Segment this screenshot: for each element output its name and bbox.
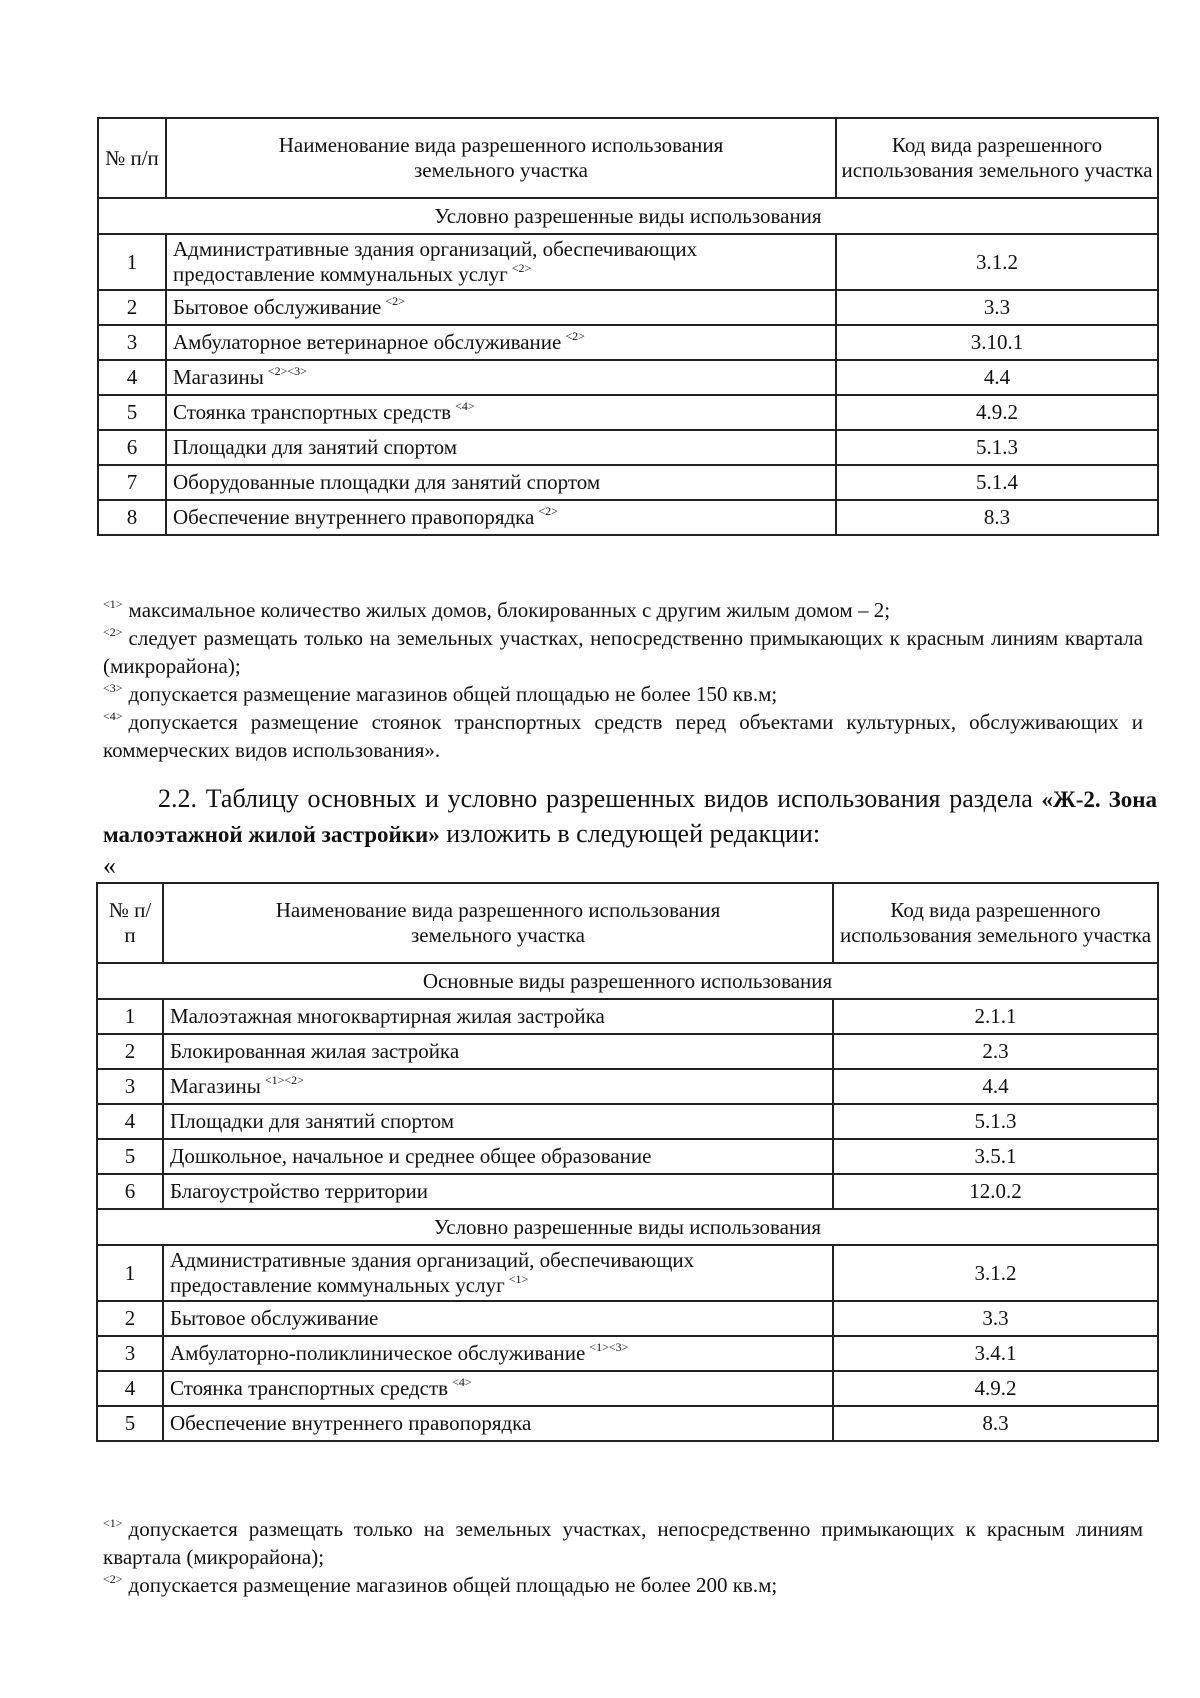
row-number: 2	[97, 1034, 163, 1069]
row-code: 2.1.1	[833, 999, 1158, 1034]
row-code: 8.3	[833, 1406, 1158, 1441]
row-number: 3	[97, 1336, 163, 1371]
row-code: 3.10.1	[836, 325, 1158, 360]
row-code: 3.5.1	[833, 1139, 1158, 1174]
footnote-mark: <1>	[103, 597, 123, 611]
paragraph-start: 2.2. Таблицу основных и условно разрешенных видов использования раздела	[158, 784, 1042, 813]
footnote-mark: <4>	[103, 709, 123, 723]
row-name: Обеспечение внутреннего правопорядка	[170, 1411, 532, 1435]
paragraph-end: изложить в следующей редакции:	[439, 819, 821, 848]
row-name: Бытовое обслуживание	[170, 1306, 379, 1330]
row-name: Обеспечение внутреннего правопорядка	[173, 505, 535, 529]
footnote-ref: <1><3>	[589, 1340, 629, 1354]
row-number: 4	[97, 1371, 163, 1406]
row-name-cell	[163, 1034, 833, 1069]
row-code: 3.3	[833, 1301, 1158, 1336]
footnote	[103, 624, 1143, 680]
footnote-ref: <2>	[565, 329, 585, 343]
header-name: Наименование вида разрешенного использования земельного участка	[166, 118, 836, 198]
table-row	[97, 1174, 1158, 1209]
row-name: Малоэтажная многоквартирная жилая застройка	[170, 1004, 605, 1028]
header-code: Код вида разрешенного использования земельного участка	[836, 118, 1158, 198]
footnote-text: максимальное количество жилых домов, блокированных с другим жилым домом – 2;	[128, 598, 891, 622]
row-name: Бытовое обслуживание	[173, 295, 382, 319]
section-title-main: Основные виды разрешенного использования	[97, 963, 1158, 999]
footnote-ref: <2><3>	[267, 364, 307, 378]
row-code: 2.3	[833, 1034, 1158, 1069]
table-row	[97, 1301, 1158, 1336]
row-name: Амбулаторное ветеринарное обслуживание	[173, 330, 562, 354]
table-row	[98, 500, 1158, 535]
row-number: 1	[97, 1245, 163, 1301]
table-row	[98, 360, 1158, 395]
table-2	[96, 882, 1159, 1442]
row-code: 3.3	[836, 290, 1158, 325]
row-name-cell	[166, 360, 836, 395]
row-name-cell	[163, 1245, 833, 1301]
table-row	[98, 290, 1158, 325]
table-row	[97, 1104, 1158, 1139]
row-code: 12.0.2	[833, 1174, 1158, 1209]
row-number: 1	[97, 999, 163, 1034]
footnote	[103, 680, 1143, 708]
row-name-cell	[163, 1336, 833, 1371]
row-name-cell	[166, 234, 836, 290]
table-row	[97, 1336, 1158, 1371]
section-title-conditional: Условно разрешенные виды использования	[97, 1209, 1158, 1245]
row-number: 5	[98, 395, 166, 430]
footnote-mark: <3>	[103, 681, 123, 695]
footnote-mark: <2>	[103, 1572, 123, 1586]
row-number: 4	[97, 1104, 163, 1139]
row-name: Блокированная жилая застройка	[170, 1039, 460, 1063]
table-row	[97, 1371, 1158, 1406]
row-name-cell	[166, 465, 836, 500]
row-name-cell	[163, 1406, 833, 1441]
footnote-text: допускается размещение магазинов общей площадью не более 200 кв.м;	[128, 1573, 778, 1597]
footnote-ref: <2>	[538, 504, 558, 518]
header-name: Наименование вида разрешенного использования земельного участка	[163, 883, 833, 963]
header-num: № п/п	[97, 883, 163, 963]
footnotes-1	[103, 596, 1143, 764]
footnote-mark: <1>	[103, 1516, 123, 1530]
row-number: 5	[97, 1406, 163, 1441]
row-number: 7	[98, 465, 166, 500]
section-row	[98, 198, 1158, 234]
row-name: Стоянка транспортных средств	[170, 1376, 449, 1400]
row-name: Магазины	[173, 365, 264, 389]
paragraph-section-name: «Ж-2. Зона малоэтажной жилой застройки»	[103, 787, 1157, 847]
row-code: 5.1.4	[836, 465, 1158, 500]
row-name-cell	[166, 500, 836, 535]
row-name: Административные здания организаций, обеспечивающих предоставление коммунальных услуг	[170, 1248, 695, 1297]
footnote	[103, 596, 1143, 624]
footnote-ref: <4>	[452, 1375, 472, 1389]
row-number: 5	[97, 1139, 163, 1174]
table-row	[97, 1139, 1158, 1174]
footnotes-2	[103, 1515, 1143, 1599]
footnote-ref: <4>	[455, 399, 475, 413]
footnote-mark: <2>	[103, 625, 123, 639]
footnote-ref: <2>	[511, 261, 532, 275]
row-code: 4.4	[833, 1069, 1158, 1104]
table-2-conditional-body	[97, 1245, 1158, 1441]
row-number: 8	[98, 500, 166, 535]
row-name-cell	[163, 1104, 833, 1139]
row-name: Стоянка транспортных средств	[173, 400, 452, 424]
section-row-conditional	[97, 1209, 1158, 1245]
row-name-cell	[163, 999, 833, 1034]
table-row	[97, 1069, 1158, 1104]
footnote	[103, 1515, 1143, 1571]
header-code: Код вида разрешенного использования земельного участка	[833, 883, 1158, 963]
footnote	[103, 708, 1143, 764]
table-header	[97, 883, 1158, 963]
row-name: Оборудованные площадки для занятий спортом	[173, 470, 601, 494]
row-code: 4.9.2	[836, 395, 1158, 430]
row-name-cell	[163, 1174, 833, 1209]
table-1-body	[98, 234, 1158, 535]
row-code: 4.4	[836, 360, 1158, 395]
row-name: Площадки для занятий спортом	[170, 1109, 455, 1133]
table-row	[98, 395, 1158, 430]
table-row	[97, 1406, 1158, 1441]
row-code: 8.3	[836, 500, 1158, 535]
row-name: Амбулаторно-поликлиническое обслуживание	[170, 1341, 586, 1365]
table-row	[98, 325, 1158, 360]
opening-quote: «	[103, 851, 116, 880]
row-number: 6	[97, 1174, 163, 1209]
row-name-cell	[166, 290, 836, 325]
section-row-main	[97, 963, 1158, 999]
table-row	[98, 234, 1158, 290]
row-name-cell	[163, 1139, 833, 1174]
row-name: Магазины	[170, 1074, 261, 1098]
row-name: Площадки для занятий спортом	[173, 435, 458, 459]
row-code: 3.1.2	[833, 1245, 1158, 1301]
row-name: Благоустройство территории	[170, 1179, 428, 1203]
row-name-cell	[163, 1069, 833, 1104]
footnote-text: допускается размещение стоянок транспортных средств перед объектами культурных, обслуживающих и коммерческих видов использования».	[103, 710, 1143, 762]
row-code: 5.1.3	[833, 1104, 1158, 1139]
footnote-text: допускается размещение магазинов общей площадью не более 150 кв.м;	[128, 682, 778, 706]
row-name-cell	[166, 395, 836, 430]
row-name-cell	[166, 430, 836, 465]
row-number: 6	[98, 430, 166, 465]
row-number: 3	[98, 325, 166, 360]
row-name-cell	[163, 1371, 833, 1406]
row-number: 1	[98, 234, 166, 290]
footnote	[103, 1571, 1143, 1599]
table-header	[98, 118, 1158, 198]
section-title: Условно разрешенные виды использования	[98, 198, 1158, 234]
footnote-ref: <1><2>	[264, 1073, 304, 1087]
row-name-cell	[166, 325, 836, 360]
footnote-ref: <2>	[385, 294, 405, 308]
row-number: 4	[98, 360, 166, 395]
row-number: 2	[98, 290, 166, 325]
row-code: 3.1.2	[836, 234, 1158, 290]
footnote-text: допускается размещать только на земельных участках, непосредственно примыкающих к красным линиям квартала (микрорайона);	[103, 1517, 1143, 1569]
row-code: 3.4.1	[833, 1336, 1158, 1371]
row-name: Дошкольное, начальное и среднее общее образование	[170, 1144, 652, 1168]
row-number: 2	[97, 1301, 163, 1336]
row-code: 5.1.3	[836, 430, 1158, 465]
table-row	[98, 430, 1158, 465]
row-name: Административные здания организаций, обеспечивающих предоставление коммунальных услуг	[173, 237, 698, 286]
table-2-main-body	[97, 999, 1158, 1209]
table-row	[97, 1034, 1158, 1069]
table-row	[98, 465, 1158, 500]
table-row	[97, 1245, 1158, 1301]
footnote-ref: <1>	[508, 1272, 529, 1286]
table-1	[97, 117, 1159, 536]
table-row	[97, 999, 1158, 1034]
row-code: 4.9.2	[833, 1371, 1158, 1406]
row-number: 3	[97, 1069, 163, 1104]
row-name-cell	[163, 1301, 833, 1336]
amendment-paragraph	[103, 782, 1157, 852]
header-num: № п/п	[98, 118, 166, 198]
footnote-text: следует размещать только на земельных участках, непосредственно примыкающих к красным линиям квартала (микрорайона);	[103, 626, 1143, 678]
